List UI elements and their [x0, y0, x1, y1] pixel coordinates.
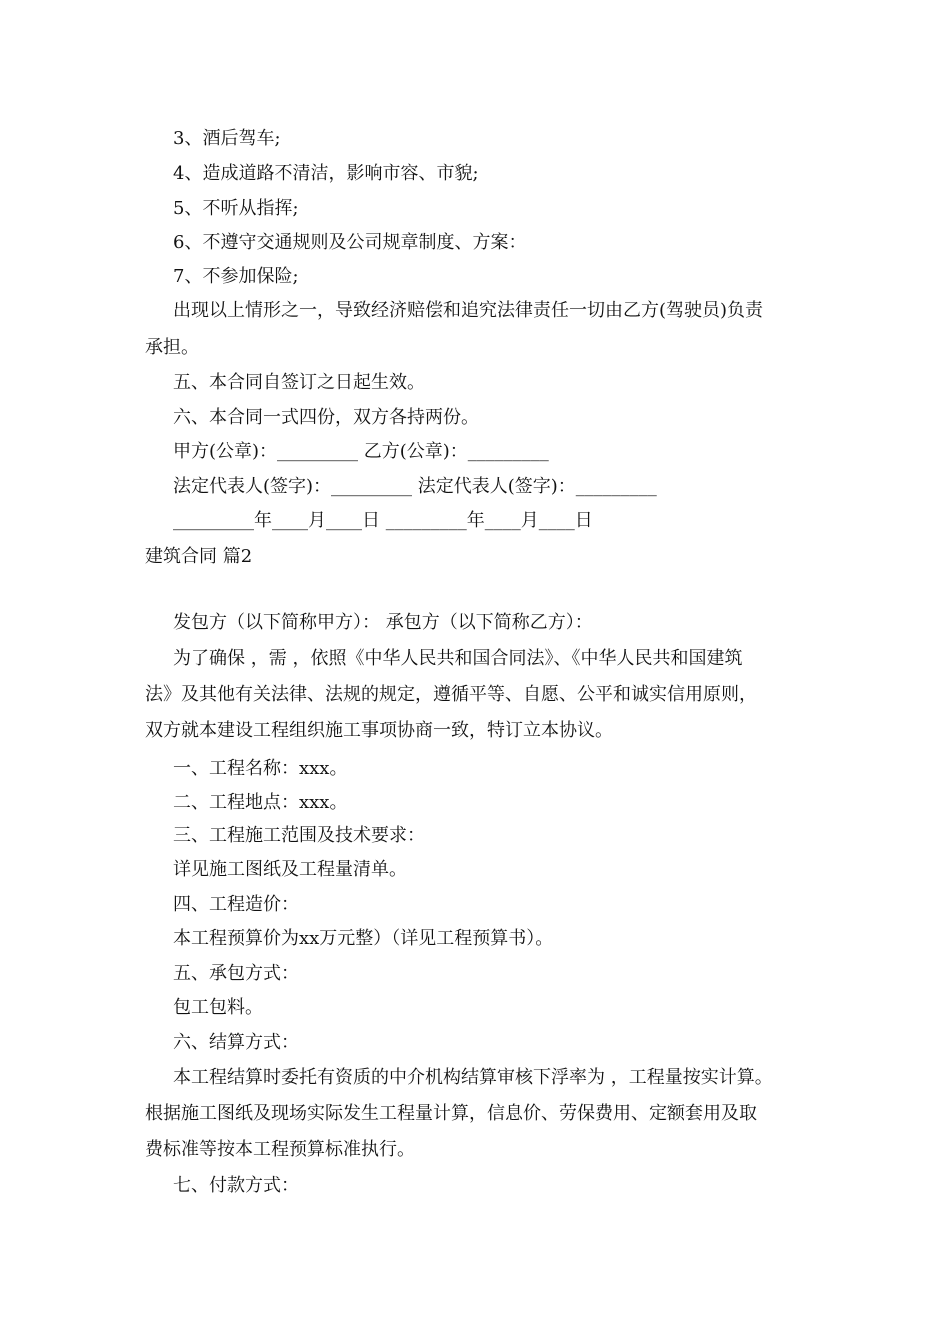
clause-contract-mode-detail: 包工包料。	[173, 997, 263, 1018]
clause-contract-mode-heading: 五、承包方式：	[173, 963, 299, 984]
clause-cost-detail: 本工程预算价为xx万元整）（详见工程预算书）。	[173, 928, 554, 949]
signature-representative-line: 法定代表人(签字)：_________ 法定代表人(签字)：_________	[173, 476, 657, 497]
intro-paragraph-line-2: 法》及其他有关法律、法规的规定，遵循平等、自愿、公平和诚实信用原则，	[145, 684, 757, 705]
clause-project-name: 一、工程名称：xxx。	[173, 758, 348, 779]
intro-paragraph-line-3: 双方就本建设工程组织施工事项协商一致，特订立本协议。	[145, 720, 613, 741]
intro-paragraph-line-1: 为了确保 ，需 ，依照《中华人民共和国合同法》、《中华人民共和国建筑	[173, 648, 743, 669]
list-item-drunk-driving: 3、酒后驾车;	[173, 128, 281, 149]
section-heading: 建筑合同 篇2	[145, 546, 253, 567]
clause-copies: 六、本合同一式四份，双方各持两份。	[173, 407, 479, 428]
settlement-paragraph-line-1: 本工程结算时委托有资质的中介机构结算审核下浮率为 ，工程量按实计算。	[173, 1067, 773, 1088]
signature-seal-line: 甲方(公章)：_________ 乙方(公章)：_________	[173, 441, 549, 462]
clause-scope-heading: 三、工程施工范围及技术要求：	[173, 825, 425, 846]
clause-payment-heading: 七、付款方式：	[173, 1175, 299, 1196]
list-item-road-cleanliness: 4、造成道路不清洁，影响市容、市貌;	[173, 163, 479, 184]
list-item-traffic-rules: 6、不遵守交通规则及公司规章制度、方案：	[173, 232, 527, 253]
clause-project-location: 二、工程地点：xxx。	[173, 792, 348, 813]
clause-cost-heading: 四、工程造价：	[173, 894, 299, 915]
liability-paragraph-line-2: 承担。	[145, 337, 199, 358]
clause-scope-detail: 详见施工图纸及工程量清单。	[173, 859, 407, 880]
clause-settlement-heading: 六、结算方式：	[173, 1032, 299, 1053]
settlement-paragraph-line-2: 根据施工图纸及现场实际发生工程量计算，信息价、劳保费用、定额套用及取	[145, 1103, 757, 1124]
parties-line: 发包方（以下简称甲方）： 承包方（以下简称乙方）：	[173, 612, 593, 633]
settlement-paragraph-line-3: 费标准等按本工程预算标准执行。	[145, 1139, 415, 1160]
list-item-insurance: 7、不参加保险;	[173, 266, 299, 287]
signature-date-line: _________年____月____日 _________年____月____日	[173, 510, 593, 531]
liability-paragraph-line-1: 出现以上情形之一，导致经济赔偿和追究法律责任一切由乙方(驾驶员)负责	[173, 300, 764, 321]
clause-effective-date: 五、本合同自签订之日起生效。	[173, 372, 425, 393]
list-item-disobey-command: 5、不听从指挥;	[173, 198, 299, 219]
